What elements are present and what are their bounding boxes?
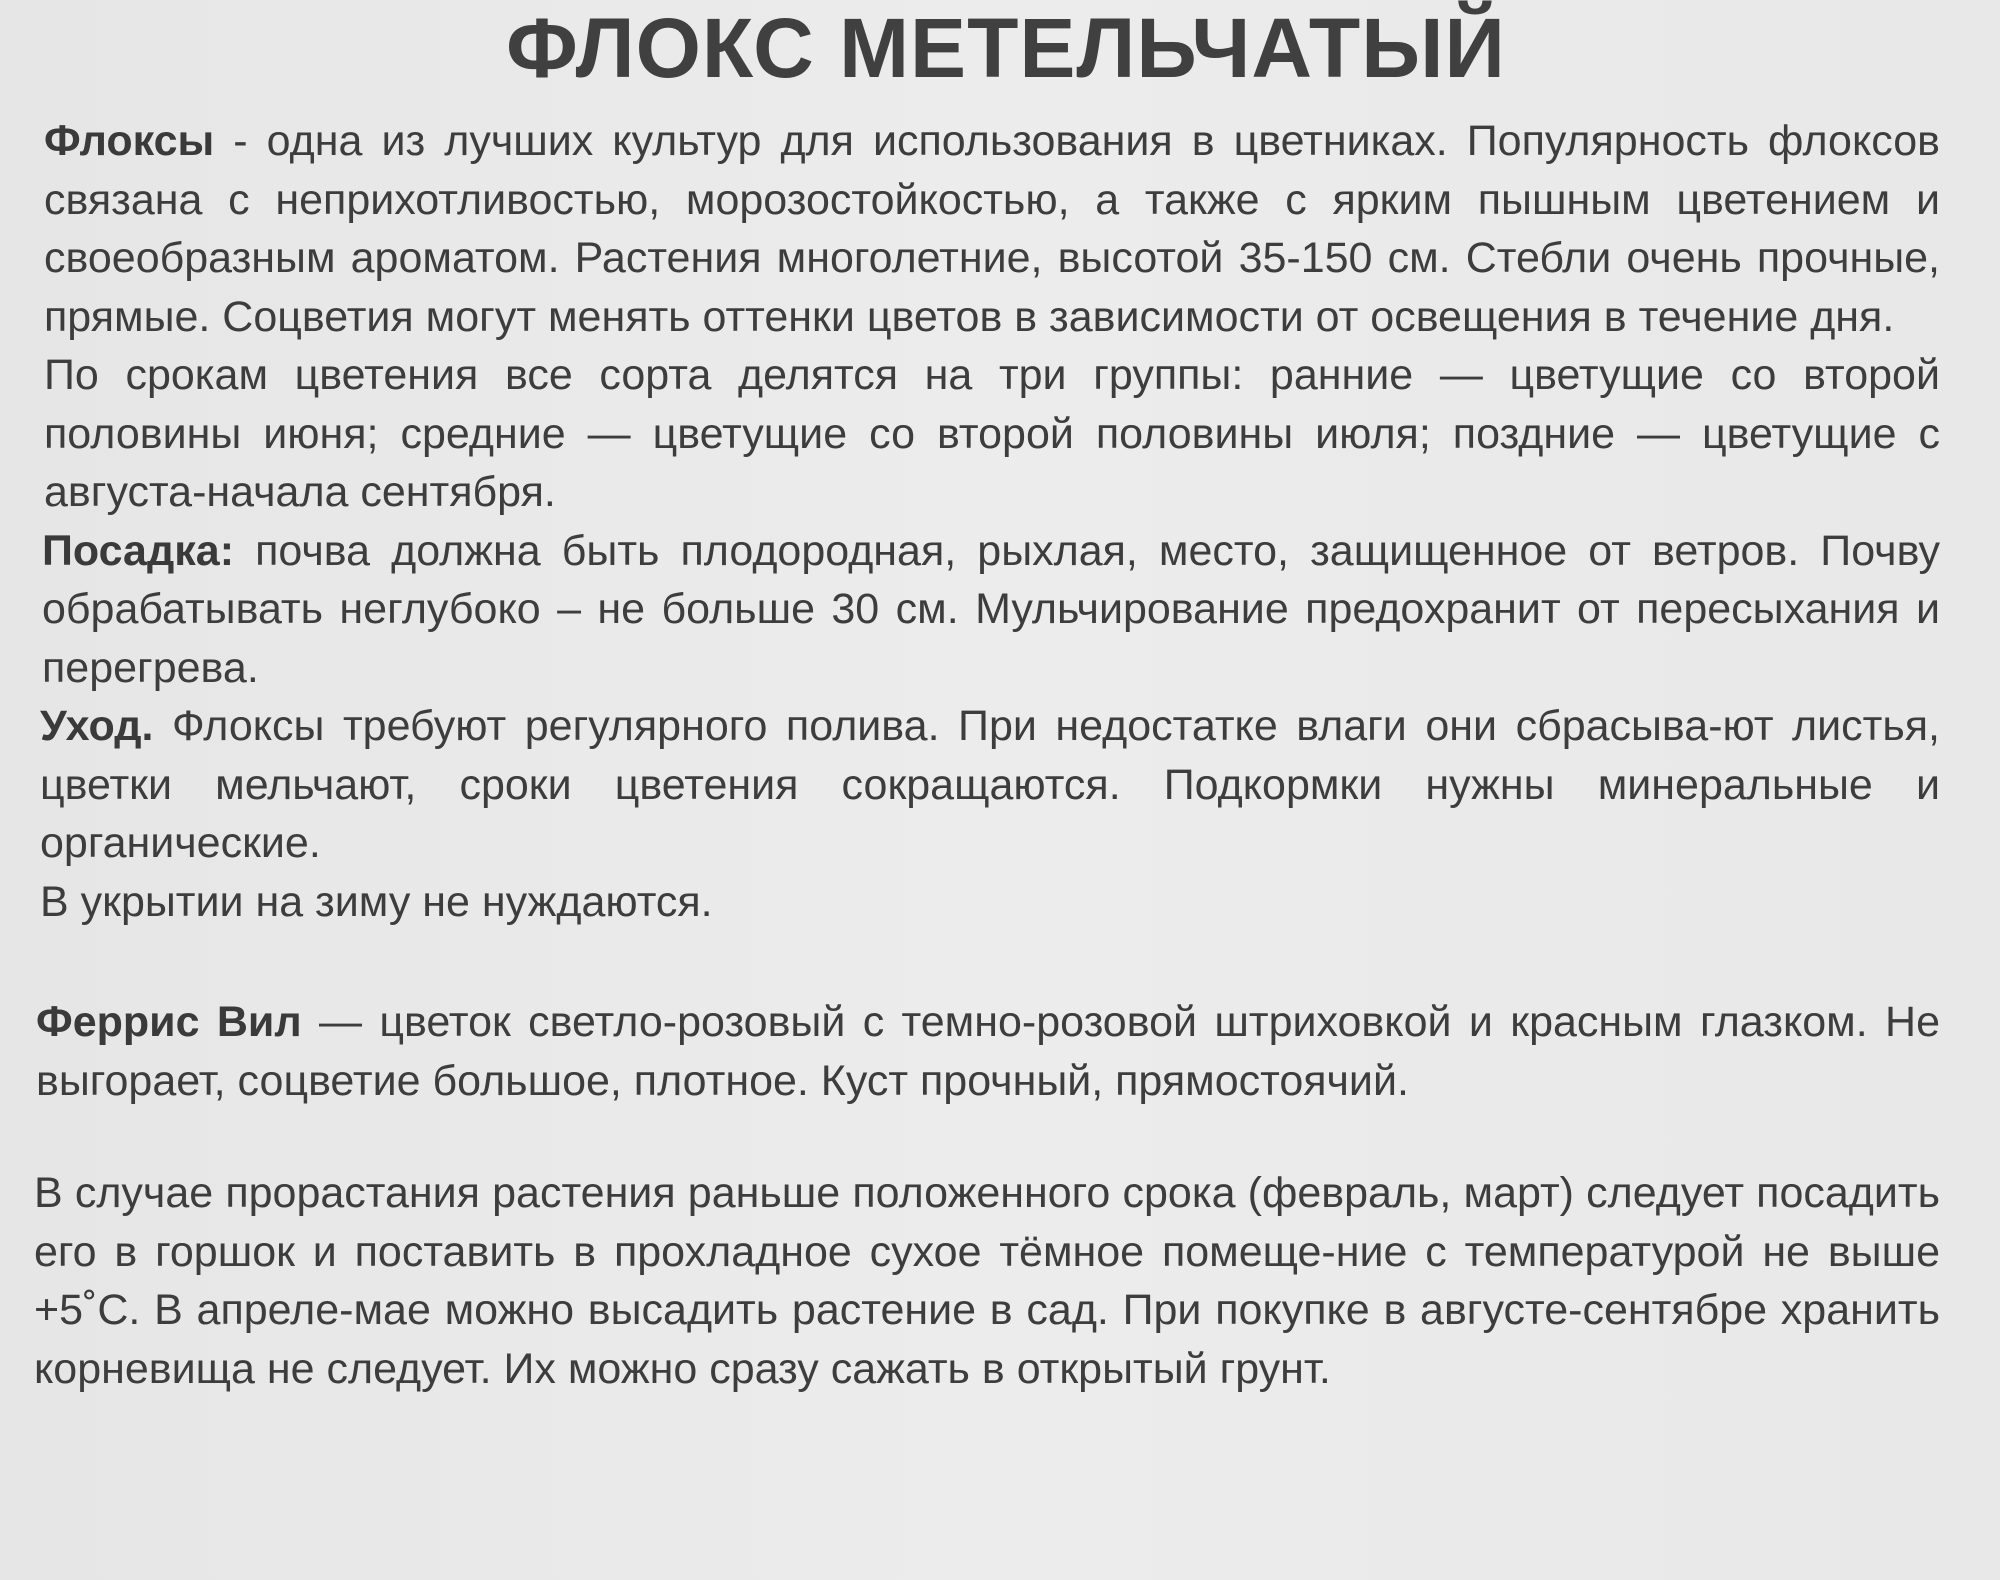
- intro-paragraph: [32, 112, 1940, 346]
- page-title: ФЛОКС МЕТЕЛЬЧАТЫЙ: [506, 1, 1506, 95]
- winter-paragraph: В укрытии на зиму не нуждаются.: [40, 877, 713, 926]
- intro-label: Флоксы: [44, 117, 215, 165]
- care-label: Уход.: [40, 702, 154, 750]
- storage-paragraph: В случае прорастания растения раньше положенного срока (февраль, март) следует посадить его в горшок и поставить в прохладное сухое тёмное помеще-ние с температурой не выше +5˚С. В апреле-мае можно высадить растение в сад. При покупке в августе-сентябре хранить корневища не следует. Их можно сразу сажать в открытый грунт.: [34, 1169, 1940, 1393]
- variety-paragraph: [32, 993, 1940, 1110]
- care-paragraph: [32, 697, 1940, 873]
- care-text: Флоксы требуют регулярного полива. При недостатке влаги они сбрасыва-ют листья, цветки мельчают, сроки цветения сокращаются. Подкормки нужны минеральные и органические.: [40, 702, 1940, 867]
- intro-text: - одна из лучших культур для использования в цветниках. Популярность флоксов связана с неприхотливостью, морозостойкостью, а также с ярким пышным цветением и своеобразным ароматом. Растения многолетние, высотой 35-150 см. Стебли очень прочные, прямые. Соцветия могут менять оттенки цветов в зависимости от освещения в течение дня.: [44, 117, 1940, 341]
- planting-paragraph: [32, 522, 1940, 698]
- planting-text: почва должна быть плодородная, рыхлая, место, защищенное от ветров. Почву обрабатывать неглубоко – не больше 30 см. Мульчирование предохранит от пересыхания и перегрева.: [42, 526, 1940, 692]
- variety-label: Феррис Вил: [36, 998, 302, 1046]
- variety-text: — цветок светло-розовый с темно-розовой штриховкой и красным глазком. Не выгорает, соцветие большое, плотное. Куст прочный, прямостоячий.: [36, 998, 1940, 1105]
- planting-label: Посадка:: [42, 526, 235, 575]
- groups-paragraph: По срокам цветения все сорта делятся на три группы: ранние — цветущие со второй половины июня; средние — цветущие со второй половины июля; поздние — цветущие с августа-начала сентября.: [44, 351, 1940, 516]
